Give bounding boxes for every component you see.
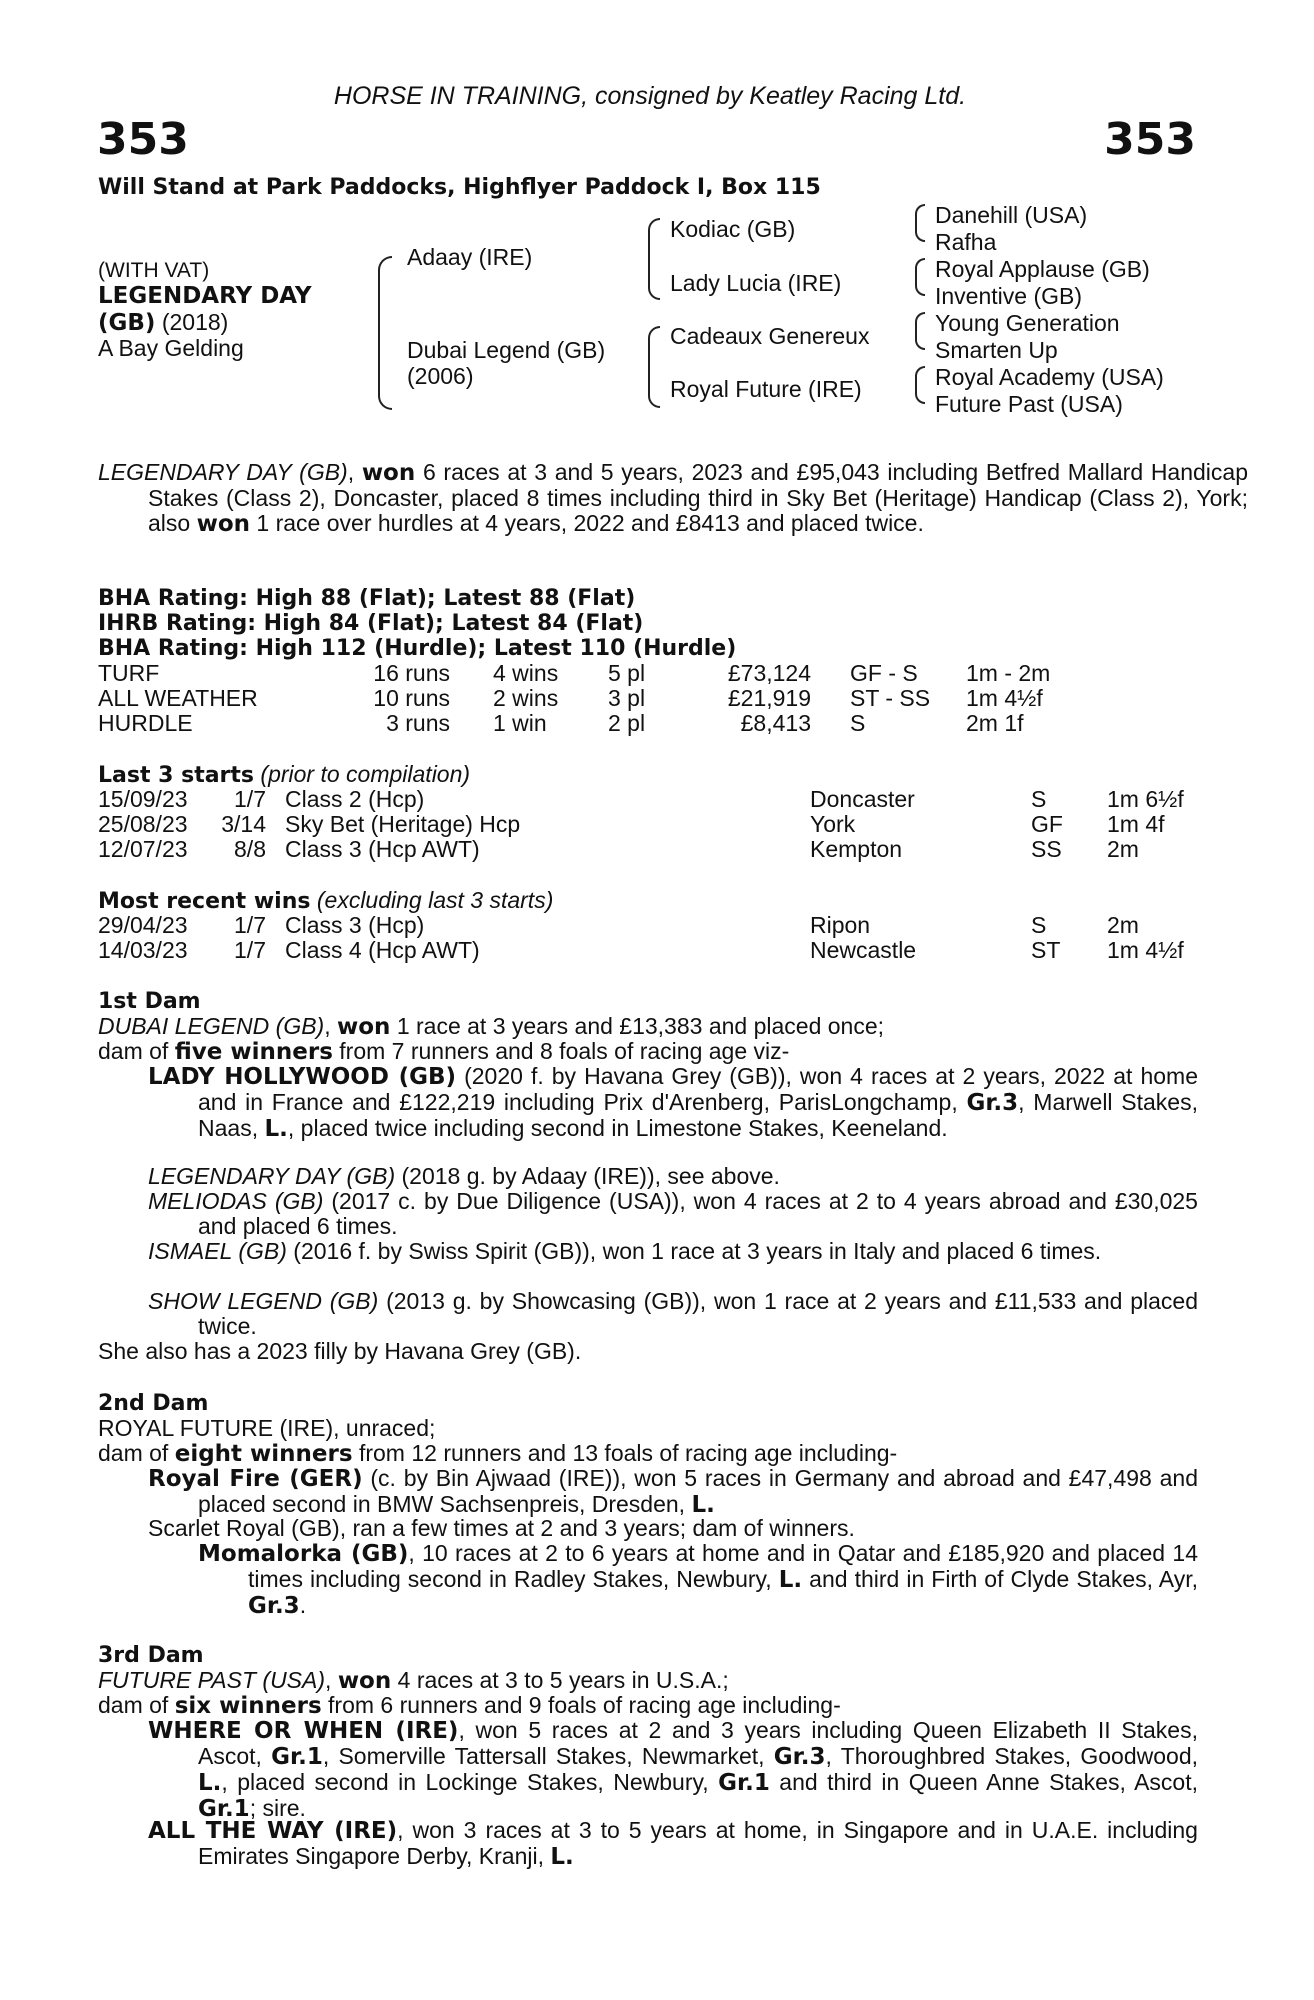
stats-wins: 4 wins <box>493 660 559 686</box>
pedigree-brace-sire <box>648 218 660 300</box>
pedigree-ss: Kodiac (GB) <box>670 216 796 242</box>
stats-surface: TURF <box>98 660 160 686</box>
vat-note: (WITH VAT) <box>98 259 210 282</box>
horse-country: (GB) <box>98 310 156 336</box>
dam2-line2-pre: dam of <box>98 1440 175 1466</box>
progeny-text: , Somerville Tattersall Stakes, Newmarket, <box>322 1743 774 1769</box>
recent-note: (excluding last 3 starts) <box>310 887 554 913</box>
dam3-progeny-1 <box>148 1718 1198 1822</box>
grade-label: Gr.3 <box>248 1593 300 1619</box>
race-position: 1/7 <box>234 937 266 963</box>
stats-placed: 2 pl <box>608 710 646 736</box>
race-going: GF <box>1031 811 1063 837</box>
pedigree-sds: Royal Applause (GB) <box>935 256 1150 282</box>
progeny-text: , Thoroughbred Stakes, Goodwood, <box>825 1743 1198 1769</box>
lot-number-right: 353 <box>1104 114 1196 165</box>
grade-label: Gr.3 <box>966 1090 1019 1116</box>
recent-row <box>98 913 1198 938</box>
progeny-text: , placed twice including second in Limestone Stakes, Keeneland. <box>287 1115 948 1141</box>
summary-won: won <box>361 460 416 486</box>
dam2-line1: ROYAL FUTURE (IRE), unraced; <box>98 1415 436 1441</box>
race-course: Ripon <box>810 912 871 938</box>
race-distance: 1m 4½f <box>1107 937 1184 963</box>
pedigree-dam: Dubai Legend (GB) <box>407 337 606 363</box>
stats-runs: 10 runs <box>373 685 450 711</box>
rating-bha-flat: BHA Rating: High 88 (Flat); Latest 88 (Flat) <box>98 586 636 611</box>
summary-horse-name: LEGENDARY DAY (GB) <box>98 459 348 485</box>
stats-prize: £8,413 <box>740 710 811 736</box>
race-date: 14/03/23 <box>98 937 188 963</box>
horse-country-year <box>98 310 368 336</box>
dam1-progeny-4 <box>148 1239 1198 1264</box>
dam3-won: won <box>337 1668 392 1694</box>
dam1-won: won <box>337 1014 391 1040</box>
dam3-line2-pre: dam of <box>98 1692 175 1718</box>
listed-label: L. <box>264 1116 288 1142</box>
progeny-text: (2017 c. by Due Diligence (USA)), won 4 races at 2 to 4 years abroad and £30,025 and placed 6 times. <box>198 1188 1198 1239</box>
dam2-title: 2nd Dam <box>98 1391 209 1416</box>
horse-identity <box>98 258 368 361</box>
summary-won-2: won <box>196 511 251 537</box>
last3-note: (prior to compilation) <box>254 761 471 787</box>
rating-bha-hurdle: BHA Rating: High 112 (Hurdle); Latest 110 (Hurdle) <box>98 636 737 661</box>
progeny-text: , Marwell Stakes, Naas, <box>198 1089 1198 1141</box>
grade-label: Gr.1 <box>271 1744 323 1770</box>
stats-surface: HURDLE <box>98 710 193 736</box>
race-position: 3/14 <box>221 811 266 837</box>
dam2-progeny-1 <box>148 1466 1198 1518</box>
last3-heading <box>98 762 470 788</box>
stats-prize: £21,919 <box>727 685 811 711</box>
dam1-progeny-2 <box>148 1164 1198 1189</box>
dam3-progeny-2 <box>148 1818 1198 1870</box>
stats-runs: 16 runs <box>373 660 450 686</box>
pedigree-brace-sd <box>915 258 925 296</box>
pedigree-sd: Lady Lucia (IRE) <box>670 270 842 296</box>
listed-label: L. <box>778 1567 803 1593</box>
stats-row <box>98 686 1198 711</box>
stats-wins: 2 wins <box>493 685 559 711</box>
pedigree-ssd: Rafha <box>935 229 997 255</box>
dam1-name: DUBAI LEGEND (GB) <box>98 1013 325 1039</box>
dam2-progeny-2: Scarlet Royal (GB), ran a few times at 2 and 3 years; dam of winners. <box>148 1515 855 1541</box>
progeny-name: Momalorka (GB) <box>198 1541 409 1567</box>
race-class: Sky Bet (Heritage) Hcp <box>285 811 521 837</box>
last3-row <box>98 837 1198 862</box>
race-course: Doncaster <box>810 786 915 812</box>
stats-going: ST - SS <box>850 685 931 711</box>
race-position: 1/7 <box>234 786 266 812</box>
race-class: Class 4 (Hcp AWT) <box>285 937 480 963</box>
stats-surface: ALL WEATHER <box>98 685 258 711</box>
pedigree-dds: Royal Academy (USA) <box>935 364 1164 390</box>
progeny-text: , placed second in Lockinge Stakes, Newbury, <box>221 1769 719 1795</box>
race-course: Kempton <box>810 836 903 862</box>
dam1-line2-pre: dam of <box>98 1038 175 1064</box>
dam1-title: 1st Dam <box>98 989 201 1014</box>
horse-name: LEGENDARY DAY <box>98 283 312 309</box>
progeny-name: ALL THE WAY (IRE) <box>148 1818 398 1844</box>
recent-row <box>98 938 1198 963</box>
race-class: Class 3 (Hcp) <box>285 912 425 938</box>
progeny-name: LEGENDARY DAY (GB) <box>148 1163 396 1189</box>
horse-year: (2018) <box>161 309 229 335</box>
pedigree-sire: Adaay (IRE) <box>407 244 533 270</box>
progeny-text: (2020 f. by Havana Grey (GB)), won 4 races at 2 years, 2022 at home and in France and £122,219 including Prix d'Arenberg, ParisLongchamp, <box>198 1063 1198 1115</box>
stats-row <box>98 711 1198 736</box>
dam3-line1-rest: 4 races at 3 to 5 years in U.S.A.; <box>391 1667 729 1693</box>
progeny-name: LADY HOLLYWOOD (GB) <box>148 1064 457 1090</box>
race-distance: 1m 6½f <box>1107 786 1184 812</box>
pedigree-dss: Young Generation <box>935 310 1120 336</box>
dam3-name: FUTURE PAST (USA) <box>98 1667 326 1693</box>
grade-label: Gr.3 <box>773 1744 826 1770</box>
progeny-text: (c. by Bin Ajwaad (IRE)), won 5 races in Germany and abroad and £47,498 and placed second in BMW Sachsenpreis, Dresden, <box>198 1465 1198 1517</box>
stats-distance: 2m 1f <box>966 710 1024 736</box>
dam1-progeny-1 <box>148 1064 1198 1142</box>
progeny-name: MELIODAS (GB) <box>148 1188 324 1214</box>
progeny-text: (2016 f. by Swiss Spirit (GB)), won 1 race at 3 years in Italy and placed 6 times. <box>286 1238 1102 1264</box>
last3-row <box>98 787 1198 812</box>
race-going: SS <box>1031 836 1062 862</box>
stand-location: Will Stand at Park Paddocks, Highflyer Paddock I, Box 115 <box>98 175 821 200</box>
last3-title: Last 3 starts <box>98 763 255 788</box>
dam1-progeny-5 <box>148 1289 1198 1339</box>
progeny-text: (2013 g. by Showcasing (GB)), won 1 race at 2 years and £11,533 and placed twice. <box>198 1288 1198 1339</box>
race-course: Newcastle <box>810 937 917 963</box>
race-date: 29/04/23 <box>98 912 188 938</box>
progeny-text: , won 5 races at 2 and 3 years including Queen Elizabeth II Stakes, Ascot, <box>198 1717 1198 1769</box>
stats-placed: 5 pl <box>608 660 646 686</box>
dam2-line2-post: from 12 runners and 13 foals of racing age including- <box>352 1440 898 1466</box>
stats-distance: 1m - 2m <box>966 660 1051 686</box>
race-position: 1/7 <box>234 912 266 938</box>
race-going: ST <box>1031 937 1061 963</box>
listed-label: L. <box>691 1492 715 1518</box>
dam1-line1: DUBAI LEGEND (GB), won 1 race at 3 years and £13,383 and placed once; <box>98 1013 885 1040</box>
dam1-line1-rest: 1 race at 3 years and £13,383 and placed once; <box>390 1013 885 1039</box>
pedigree-brace-ds <box>915 312 925 350</box>
progeny-name: WHERE OR WHEN (IRE) <box>148 1718 459 1744</box>
race-going: S <box>1031 912 1047 938</box>
dam2-grandprogeny-1 <box>198 1541 1198 1619</box>
stats-runs: 3 runs <box>386 710 450 736</box>
dam3-winners: six winners <box>174 1693 322 1719</box>
pedigree-ds: Cadeaux Genereux <box>670 323 870 349</box>
dam2-line2 <box>98 1441 1198 1467</box>
grade-label: Gr.1 <box>718 1770 770 1796</box>
dam2-winners: eight winners <box>174 1441 353 1467</box>
grade-label: Gr.1 <box>198 1796 250 1822</box>
race-summary: LEGENDARY DAY (GB), won 6 races at 3 and 5 years, 2023 and £95,043 including Betfred Mallard Handicap Stakes (Class 2), Doncaster, placed 8 times including third in Sky Bet (Heritage) Handicap (Class 2), York; also won 1 race over hurdles at 4 years, 2022 and £8413 and placed twice. <box>98 459 1249 537</box>
race-course: York <box>810 811 856 837</box>
race-date: 12/07/23 <box>98 836 188 862</box>
rating-ihrb-flat: IHRB Rating: High 84 (Flat); Latest 84 (Flat) <box>98 611 644 636</box>
pedigree-dam-year: (2006) <box>407 363 474 389</box>
progeny-name: Royal Fire (GER) <box>148 1466 363 1492</box>
race-distance: 1m 4f <box>1107 811 1165 837</box>
pedigree-sdd: Inventive (GB) <box>935 283 1082 309</box>
race-distance: 2m <box>1107 912 1139 938</box>
dam1-line2 <box>98 1039 1198 1065</box>
pedigree-dd: Royal Future (IRE) <box>670 376 862 402</box>
race-going: S <box>1031 786 1047 812</box>
dam3-line1: FUTURE PAST (USA), won 4 races at 3 to 5 years in U.S.A.; <box>98 1667 729 1694</box>
pedigree-brace-ss <box>915 204 925 242</box>
stats-wins: 1 win <box>493 710 547 736</box>
summary-text-2: 1 race over hurdles at 4 years, 2022 and £8413 and placed twice. <box>250 510 924 536</box>
progeny-text: . <box>299 1592 307 1618</box>
progeny-text: and third in Queen Anne Stakes, Ascot, <box>769 1769 1198 1795</box>
recent-heading <box>98 888 553 914</box>
race-class: Class 2 (Hcp) <box>285 786 425 812</box>
progeny-text: (2018 g. by Adaay (IRE)), see above. <box>395 1163 780 1189</box>
listed-label: L. <box>198 1770 222 1796</box>
race-position: 8/8 <box>234 836 266 862</box>
race-class: Class 3 (Hcp AWT) <box>285 836 480 862</box>
pedigree-ddd: Future Past (USA) <box>935 391 1123 417</box>
pedigree-sss: Danehill (USA) <box>935 202 1088 228</box>
pedigree-brace-dd <box>915 366 925 404</box>
progeny-text: and third in Firth of Clyde Stakes, Ayr, <box>802 1566 1198 1592</box>
dam3-line2-post: from 6 runners and 9 foals of racing age including- <box>321 1692 841 1718</box>
progeny-text: , won 3 races at 3 to 5 years at home, in Singapore and in U.A.E. including Emirates Singapore Derby, Kranji, <box>198 1817 1198 1869</box>
stats-distance: 1m 4½f <box>966 685 1043 711</box>
dam3-title: 3rd Dam <box>98 1643 204 1668</box>
race-date: 15/09/23 <box>98 786 188 812</box>
pedigree-dsd: Smarten Up <box>935 337 1058 363</box>
pedigree-brace-main <box>378 256 392 410</box>
dam1-closing: She also has a 2023 filly by Havana Grey (GB). <box>98 1338 582 1364</box>
stats-going: S <box>850 710 866 736</box>
stats-placed: 3 pl <box>608 685 646 711</box>
dam1-line2-post: from 7 runners and 8 foals of racing age viz- <box>332 1038 790 1064</box>
horse-description: A Bay Gelding <box>98 335 244 361</box>
progeny-name: ISMAEL (GB) <box>148 1238 287 1264</box>
progeny-text: ; sire. <box>249 1795 306 1821</box>
race-date: 25/08/23 <box>98 811 188 837</box>
progeny-name: SHOW LEGEND (GB) <box>148 1288 379 1314</box>
last3-row <box>98 812 1198 837</box>
dam1-winners: five winners <box>174 1039 333 1065</box>
stats-going: GF - S <box>850 660 918 686</box>
dam3-line2 <box>98 1693 1198 1719</box>
pedigree-brace-dam <box>648 326 660 408</box>
recent-title: Most recent wins <box>98 889 311 914</box>
race-distance: 2m <box>1107 836 1139 862</box>
progeny-text: , 10 races at 2 to 6 years at home and in Qatar and £185,920 and placed 14 times including second in Radley Stakes, Newbury, <box>248 1540 1198 1592</box>
stats-row <box>98 661 1198 686</box>
listed-label: L. <box>550 1844 574 1870</box>
consignment-line: HORSE IN TRAINING, consigned by Keatley Racing Ltd. <box>333 82 967 110</box>
dam1-progeny-3 <box>148 1189 1198 1239</box>
summary-text-1: 6 races at 3 and 5 years, 2023 and £95,043 including Betfred Mallard Handicap Stakes (Class 2), Doncaster, placed 8 times including third in Sky Bet (Heritage) Handicap (Class 2), York; also <box>148 459 1249 536</box>
stats-prize: £73,124 <box>727 660 811 686</box>
lot-number-left: 353 <box>97 114 189 165</box>
